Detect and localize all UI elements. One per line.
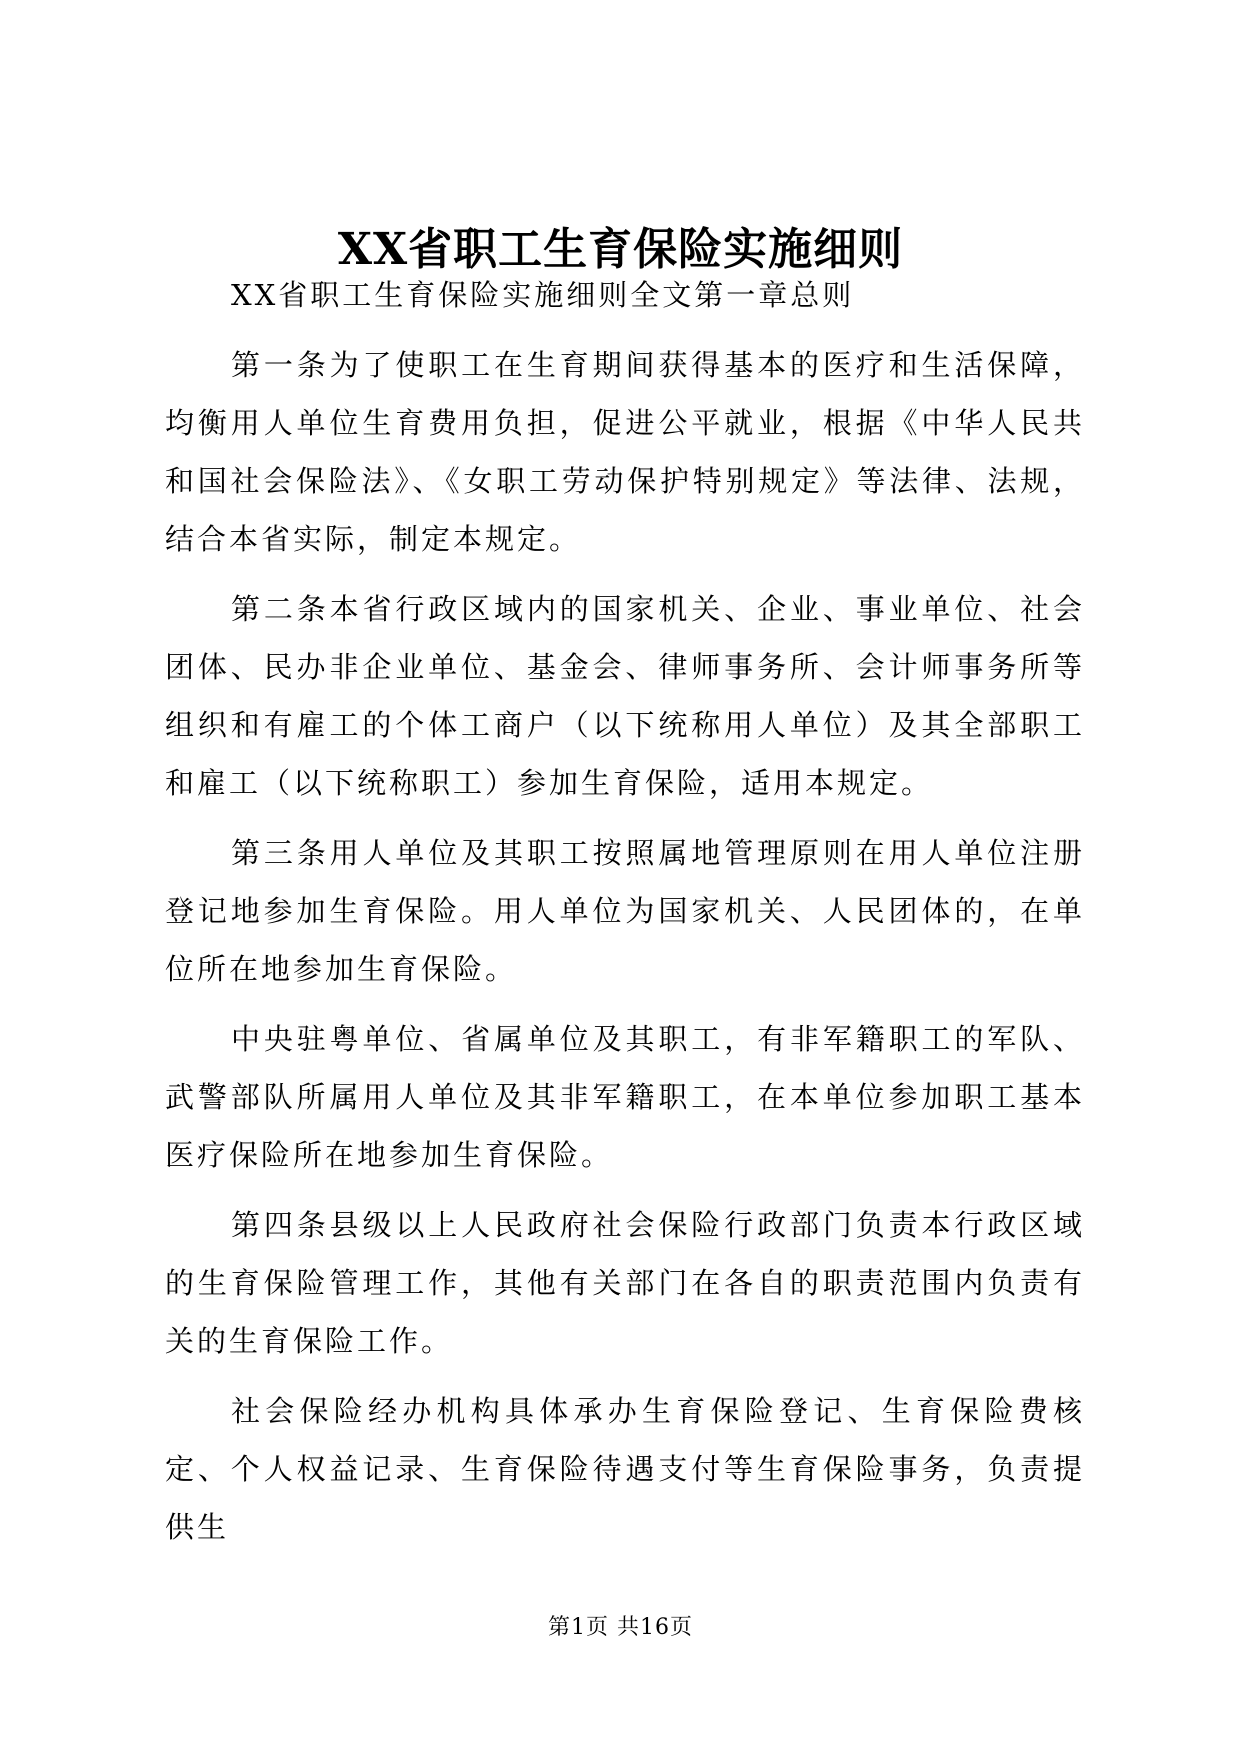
document-body <box>165 266 1085 1568</box>
document-title: XX省职工生育保险实施细则 <box>337 224 904 275</box>
paragraph-2: 第一条为了使职工在生育期间获得基本的医疗和生活保障，均衡用人单位生育费用负担，促进公平就业，根据《中华人民共和国社会保险法》、《女职工劳动保护特别规定》等法律、法规，结合本省实际，制定本规定。 <box>165 348 1085 556</box>
paragraph-3: 第二条本省行政区域内的国家机关、企业、事业单位、社会团体、民办非企业单位、基金会、律师事务所、会计师事务所等组织和有雇工的个体工商户（以下统称用人单位）及其全部职工和雇工（以下统称职工）参加生育保险，适用本规定。 <box>165 592 1085 800</box>
paragraph-1: XX省职工生育保险实施细则全文第一章总则 <box>231 278 855 312</box>
paragraph-5: 中央驻粤单位、省属单位及其职工，有非军籍职工的军队、武警部队所属用人单位及其非军籍职工，在本单位参加职工基本医疗保险所在地参加生育保险。 <box>165 1022 1085 1172</box>
paragraph-7: 社会保险经办机构具体承办生育保险登记、生育保险费核定、个人权益记录、生育保险待遇支付等生育保险事务，负责提供生 <box>165 1394 1085 1544</box>
paragraph-4: 第三条用人单位及其职工按照属地管理原则在用人单位注册登记地参加生育保险。用人单位为国家机关、人民团体的，在单位所在地参加生育保险。 <box>165 836 1085 986</box>
page-footer: 第1页 共16页 <box>548 1615 693 1640</box>
paragraph-6: 第四条县级以上人民政府社会保险行政部门负责本行政区域的生育保险管理工作，其他有关部门在各自的职责范围内负责有关的生育保险工作。 <box>165 1208 1085 1358</box>
